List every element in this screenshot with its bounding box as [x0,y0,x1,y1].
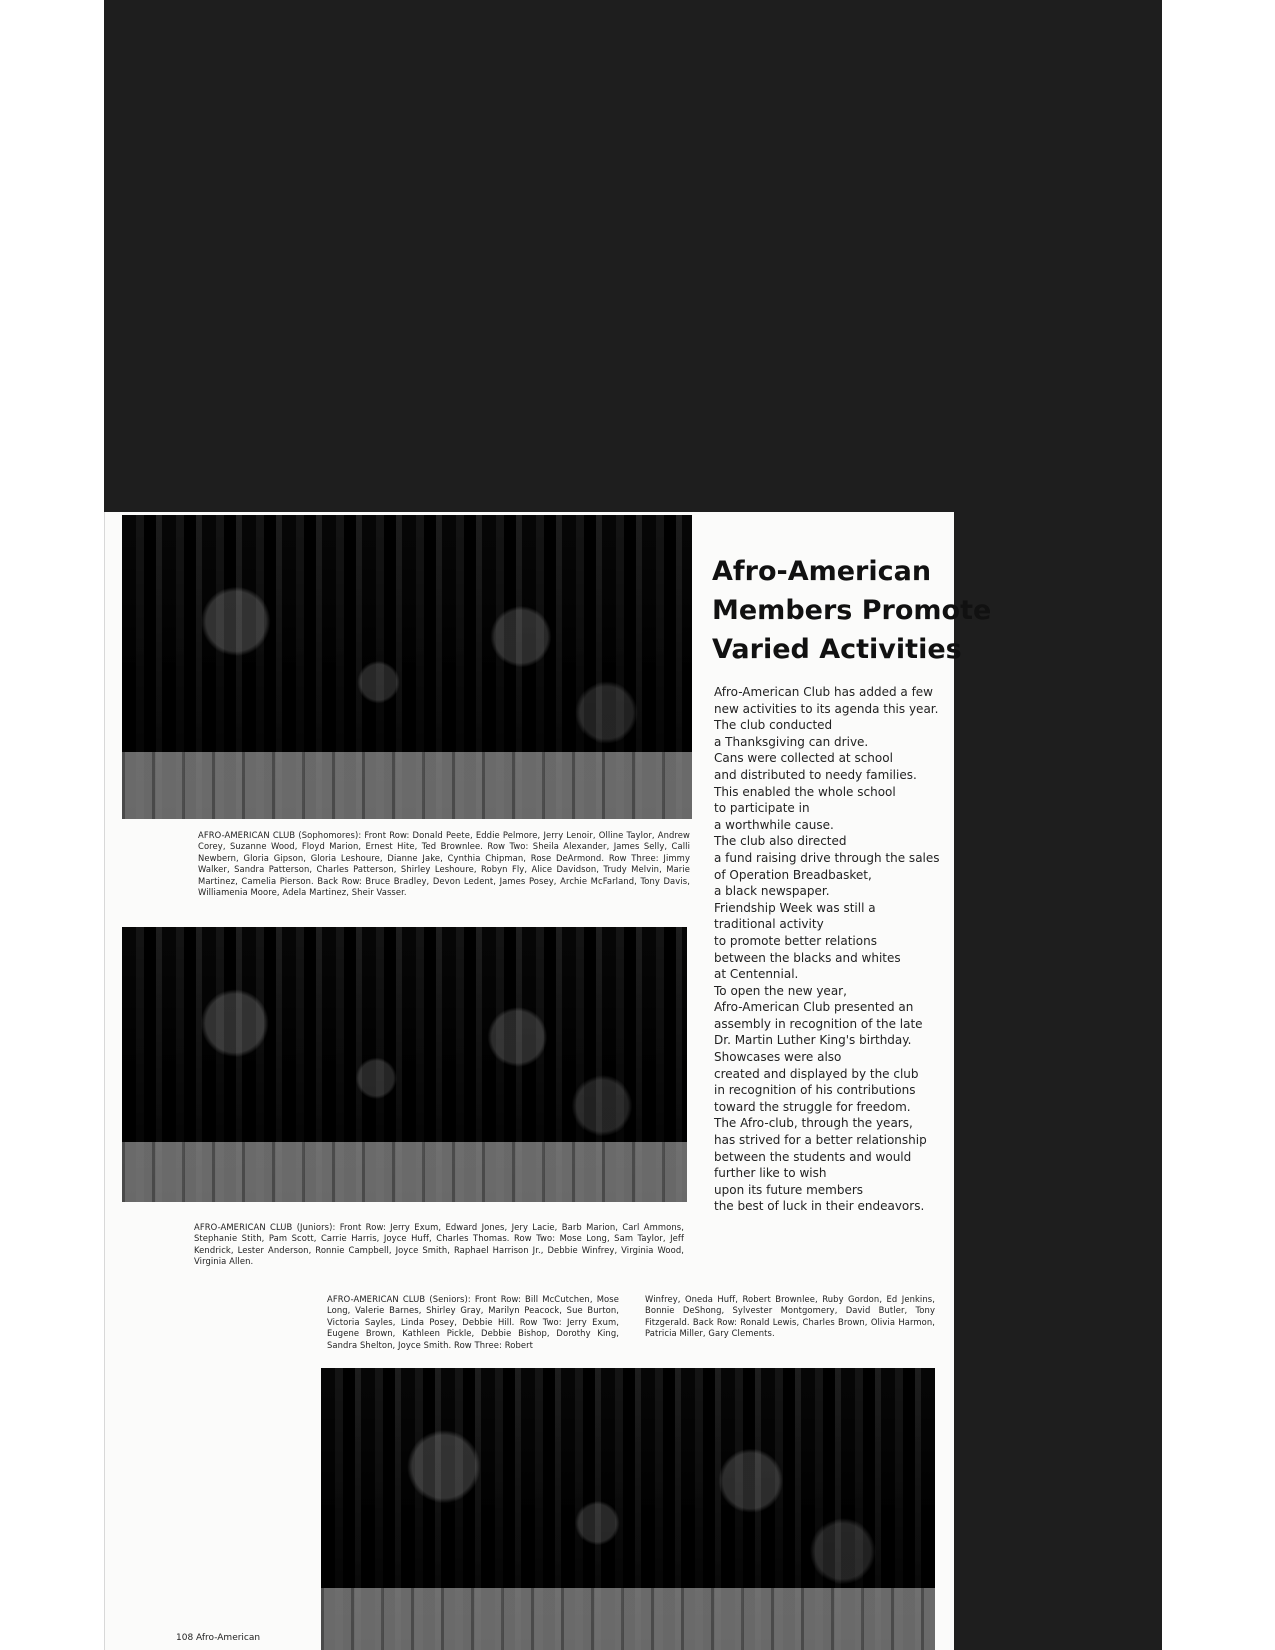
seniors-caption-left: AFRO-AMERICAN CLUB (Seniors): Front Row: Bill McCutchen, Mose Long, Valerie Barnes, Shirley Gray, Marilyn Peacock, Sue Burton, Victoria Sayles, Linda Posey, Debbie Hill. Row Two: Jerry Exum, Eugene Brown, Kathleen Pickle, Debbie Bishop, Dorothy King, Sandra Shelton, Joyce Smith. Row Three: Robert [327,1294,619,1350]
article-body [714,684,942,1215]
body-line: Dr. Martin Luther King's birthday. [714,1033,912,1048]
body-line: Cans were collected at school [714,751,893,766]
sophomores-group-photo [122,515,692,819]
body-line: of Operation Breadbasket, [714,867,872,882]
body-line: between the students and would [714,1149,912,1164]
body-line: has strived for a better relationship [714,1133,927,1148]
body-line: the best of luck in their endeavors. [714,1199,925,1214]
juniors-caption: AFRO-AMERICAN CLUB (Juniors): Front Row: Jerry Exum, Edward Jones, Jery Lacie, Barb Marion, Carl Ammons, Stephanie Stith, Pam Scott, Carrie Harris, Joyce Huff, Charles Thomas. Row Two: Mose Long, Sam Taylor, Jeff Kendrick, Lester Anderson, Ronnie Campbell, Joyce Smith, Raphael Harrison Jr., Debbie Winfrey, Virginia Wood, Virginia Allen. [194,1222,684,1267]
headline-line: Afro-American [712,556,932,587]
body-line: The Afro-club, through the years, [714,1116,913,1131]
body-line: a worthwhile cause. [714,817,834,832]
page-folio: 108 Afro-American [176,1633,261,1643]
body-line: created and displayed by the club [714,1066,919,1081]
body-line: in recognition of his contributions [714,1083,916,1098]
body-line: This enabled the whole school [714,784,896,799]
body-line: Showcases were also [714,1050,842,1065]
body-line: The club conducted [714,718,833,733]
body-line: toward the struggle for freedom. [714,1099,911,1114]
article-headline [712,552,992,669]
body-line: a black newspaper. [714,884,830,899]
juniors-group-photo [122,927,687,1202]
sophomores-caption: AFRO-AMERICAN CLUB (Sophomores): Front Row: Donald Peete, Eddie Pelmore, Jerry Lenoir, Olline Taylor, Andrew Corey, Suzanne Wood, Floyd Marion, Ernest Hite, Ted Brownlee. Row Two: Sheila Alexander, James Selly, Calli Newbern, Gloria Gipson, Gloria Leshoure, Dianne Jake, Cynthia Chipman, Rose DeArmond. Row Three: Jimmy Walker, Sandra Patterson, Charles Patterson, Shirley Leshoure, Robyn Fly, Alice Davidson, Trudy Melvin, Marie Martinez, Camelia Pierson. Back Row: Bruce Bradley, Devon Ledent, James Posey, Archie McFarland, Tony Davis, Williamenia Moore, Adela Martinez, Sheir Vasser. [198,830,690,898]
body-line: upon its future members [714,1182,864,1197]
body-line: further like to wish [714,1166,827,1181]
body-line: new activities to its agenda this year. [714,701,939,716]
scanner-background [104,0,1162,513]
body-line: to promote better relations [714,933,877,948]
body-line: between the blacks and whites [714,950,901,965]
body-line: to participate in [714,801,810,816]
seniors-caption-right: Winfrey, Oneda Huff, Robert Brownlee, Ruby Gordon, Ed Jenkins, Bonnie DeShong, Sylvester Montgomery, David Butler, Tony Fitzgerald. Back Row: Ronald Lewis, Charles Brown, Olivia Harmon, Patricia Miller, Gary Clements. [645,1294,935,1339]
body-line: Afro-American Club has added a few [714,685,933,699]
body-line: a fund raising drive through the sales [714,850,940,865]
headline-line: Members Promote [712,595,992,626]
body-line: Afro-American Club presented an [714,1000,914,1015]
body-line: at Centennial. [714,967,799,982]
yearbook-page [104,512,992,1650]
seniors-group-photo [321,1368,935,1650]
body-line: a Thanksgiving can drive. [714,734,869,749]
body-line: and distributed to needy families. [714,767,917,782]
body-line: Friendship Week was still a [714,900,876,915]
headline-line: Varied Activities [712,634,962,665]
body-line: assembly in recognition of the late [714,1016,923,1031]
body-line: traditional activity [714,917,824,932]
body-line: To open the new year, [714,983,847,998]
scanner-background-right [948,505,1162,1650]
body-line: The club also directed [714,834,847,849]
